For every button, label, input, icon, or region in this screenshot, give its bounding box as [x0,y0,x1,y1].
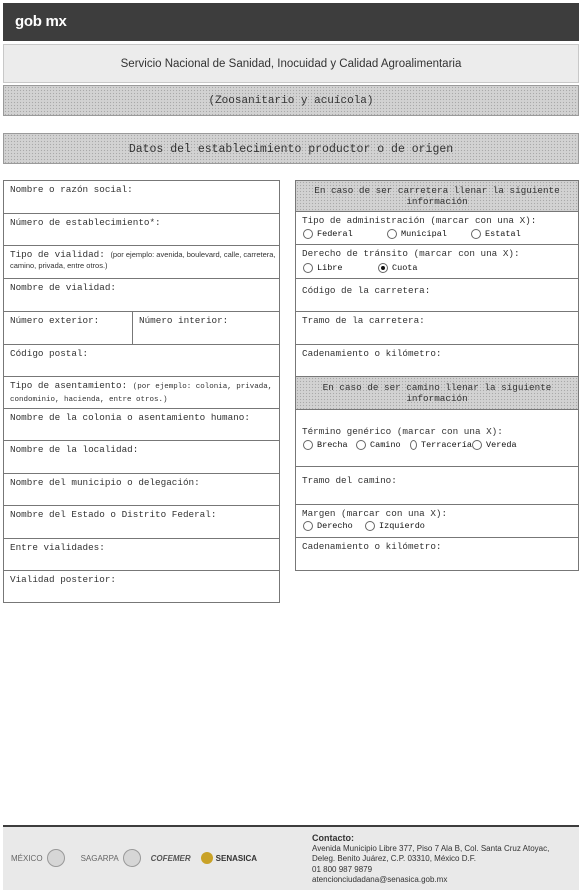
field-margen [296,505,578,538]
field-label: Tramo de la carretera: [302,315,425,326]
seal-icon [123,849,141,867]
cofemer-logo [151,854,191,863]
gobmx-logo[interactable]: gob mx [15,13,67,30]
field-label: Número exterior: [10,315,100,326]
contact-address-2: Deleg. Benito Juárez, C.P. 03310, México D.F. [312,854,476,863]
form-subtitle: (Zoosanitario y acuícola) [3,85,579,116]
field-label: Tramo del camino: [302,475,397,486]
radio-izquierdo[interactable] [365,521,425,531]
seal-icon [47,849,65,867]
radio-label: Libre [317,263,343,273]
radio-municipal[interactable] [387,229,471,239]
field-nombre-vialidad[interactable] [4,279,279,312]
radio-circle[interactable] [472,440,482,450]
field-label: Número de establecimiento*: [10,217,161,228]
field-tipo-administracion [296,212,578,245]
field-num-exterior[interactable] [4,312,133,344]
field-label [10,380,279,406]
field-tipo-vialidad[interactable] [4,246,279,279]
footer [3,825,579,890]
tipo-admin-options [303,229,521,239]
sagarpa-logo [81,849,141,867]
field-label: Nombre del Estado o Distrito Federal: [10,509,217,520]
field-razon-social[interactable] [4,181,279,214]
road-info-form [295,180,579,571]
radio-estatal[interactable] [471,229,521,239]
contact-title: Contacto: [312,833,354,843]
radio-circle-selected[interactable] [378,263,388,273]
contact-email[interactable]: atencionciudadana@senasica.gob.mx [312,875,448,884]
field-codigo-carretera[interactable] [296,279,578,312]
field-derecho-transito [296,245,578,279]
field-label: Cadenamiento o kilómetro: [302,348,442,359]
senasica-logo [201,852,257,864]
field-label [10,249,279,271]
radio-circle[interactable] [387,229,397,239]
field-label: Tipo de administración (marcar con una X): [302,215,537,226]
field-num-establecimiento[interactable] [4,214,279,246]
radio-label: Terracería [420,440,472,450]
contact-address-1: Avenida Municipio Libre 377, Piso 7 Ala B, Col. Santa Cruz Atoyac, [312,843,550,853]
termino-options [303,440,517,450]
field-label: Nombre de vialidad: [10,282,117,293]
radio-brecha[interactable] [303,440,356,450]
radio-federal[interactable] [303,229,387,239]
radio-circle[interactable] [365,521,375,531]
field-label: Término genérico (marcar con una X): [302,426,503,437]
field-tramo-carretera[interactable] [296,312,578,345]
field-label: Derecho de tránsito (marcar con una X): [302,248,520,259]
radio-label: Derecho [317,521,353,531]
mexico-logo [11,849,65,867]
establishment-form [3,180,280,603]
radio-terraceria[interactable] [410,440,472,450]
top-bar [3,3,579,41]
field-estado[interactable] [4,506,279,539]
radio-cuota[interactable] [378,263,418,273]
field-num-interior[interactable] [133,312,280,344]
field-label: Código de la carretera: [302,285,431,296]
field-tramo-camino[interactable] [296,467,578,505]
field-label: Entre vialidades: [10,542,105,553]
footer-logos [11,849,267,867]
margen-options [303,521,425,531]
radio-label: Brecha [317,440,348,450]
field-numeros [4,312,279,345]
contact-phone[interactable]: 01 800 987 9879 [312,864,373,874]
field-vialidad-posterior[interactable] [4,571,279,602]
field-hint: (por ejemplo: avenida, boulevard, calle, carretera, camino, privada, entre otros.) [10,250,276,270]
field-hint: (por ejemplo: colonia, privada, condominio, hacienda, entre otros.) [10,383,273,404]
field-cadenamiento-carretera[interactable] [296,345,578,377]
field-cadenamiento-camino[interactable] [296,538,578,570]
senasica-logo-text: SENASICA [215,853,257,863]
agency-banner [3,44,579,83]
radio-circle[interactable] [471,229,481,239]
radio-label: Izquierdo [379,521,425,531]
radio-circle[interactable] [303,229,313,239]
senasica-emblem-icon [201,852,213,864]
field-label: Nombre del municipio o delegación: [10,477,200,488]
field-label: Margen (marcar con una X): [302,508,448,519]
field-tipo-asentamiento[interactable] [4,377,279,409]
field-municipio[interactable] [4,474,279,506]
contact-block [312,833,549,886]
field-label-text: Tipo de asentamiento: [10,380,128,391]
radio-label: Estatal [485,229,521,239]
field-label-text: Tipo de vialidad: [10,249,105,260]
field-label: Vialidad posterior: [10,574,117,585]
field-colonia[interactable] [4,409,279,441]
radio-circle[interactable] [356,440,366,450]
section-title: Datos del establecimiento productor o de origen [3,133,579,164]
radio-circle[interactable] [410,440,417,450]
field-termino-generico [296,410,578,467]
radio-label: Cuota [392,263,418,273]
radio-label: Federal [317,229,353,239]
agency-name: Servicio Nacional de Sanidad, Inocuidad y Calidad Agroalimentaria [120,58,462,70]
sagarpa-logo-text: SAGARPA [80,853,119,863]
field-codigo-postal[interactable] [4,345,279,377]
radio-circle[interactable] [303,440,313,450]
field-label: Cadenamiento o kilómetro: [302,541,442,552]
radio-circle[interactable] [303,521,313,531]
field-label: Nombre de la colonia o asentamiento humano: [10,412,250,423]
field-label: Nombre o razón social: [10,184,133,195]
field-label: Número interior: [139,315,229,326]
radio-camino[interactable] [356,440,410,450]
derecho-options [303,263,418,273]
radio-label: Vereda [486,440,517,450]
radio-derecho[interactable] [303,521,365,531]
field-label: Nombre de la localidad: [10,444,139,455]
radio-vereda[interactable] [472,440,517,450]
camino-header: En caso de ser camino llenar la siguiente información [296,377,578,410]
radio-label: Municipal [401,229,447,239]
radio-circle[interactable] [303,263,313,273]
radio-libre[interactable] [303,263,378,273]
cofemer-logo-text: COFEMER [150,853,191,863]
mexico-logo-text: MÉXICO [11,853,43,863]
field-localidad[interactable] [4,441,279,474]
field-label: Código postal: [10,348,89,359]
carretera-header: En caso de ser carretera llenar la siguiente información [296,181,578,212]
field-entre-vialidades[interactable] [4,539,279,571]
radio-label: Camino [370,440,401,450]
